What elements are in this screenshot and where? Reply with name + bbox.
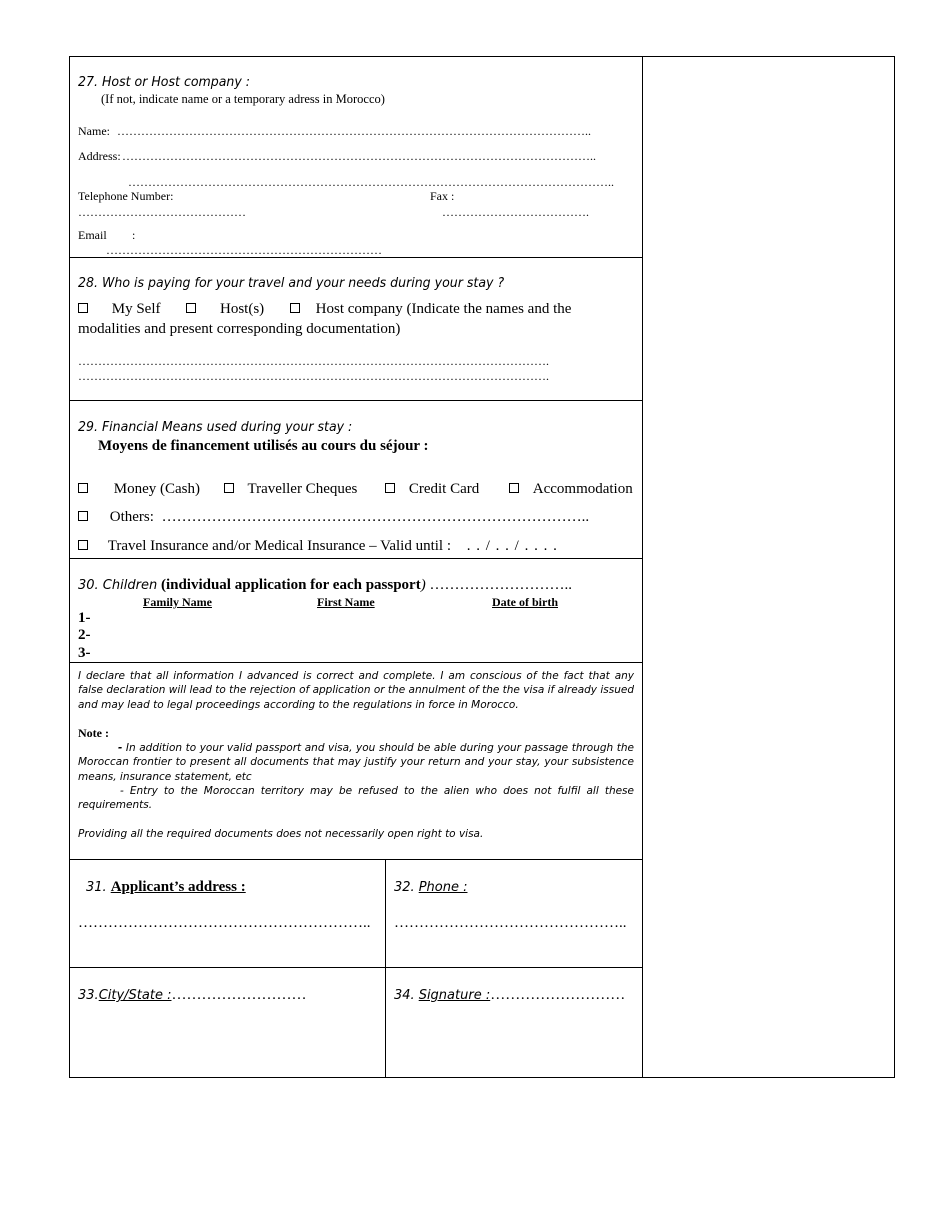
divider-29-30 bbox=[69, 558, 643, 559]
cash-checkbox[interactable] bbox=[78, 483, 88, 493]
note-label: Note : bbox=[78, 726, 109, 740]
signature-title bbox=[394, 986, 625, 1004]
host-phone-label: Telephone Number: bbox=[78, 189, 174, 203]
payer-options-row bbox=[78, 301, 571, 318]
col-first-name: First Name bbox=[317, 595, 375, 609]
children-title-paren-close: ) bbox=[420, 577, 426, 593]
children-title-paren-open: ( bbox=[157, 577, 166, 593]
payer-details-field-2[interactable]: ………………………………………………………………………………………………………. bbox=[78, 369, 549, 383]
hosts-checkbox[interactable] bbox=[186, 303, 196, 313]
signature-label: Signature : bbox=[418, 988, 491, 1003]
city-title bbox=[78, 986, 306, 1004]
child-row-3[interactable]: 3- bbox=[78, 645, 91, 661]
host-fax-field[interactable]: ………………………………. bbox=[442, 205, 589, 219]
host-title: 27. Host or Host company : bbox=[78, 74, 251, 90]
payer-title: 28. Who is paying for your travel and your needs during your stay ? bbox=[78, 275, 505, 291]
financial-subtitle-fr: Moyens de financement utilisés au cours du séjour : bbox=[98, 438, 429, 454]
host-email-colon: : bbox=[132, 228, 136, 242]
hosts-label: Host(s) bbox=[220, 301, 265, 317]
city-num: 33. bbox=[78, 988, 99, 1003]
divider-31-33 bbox=[69, 967, 643, 968]
myself-checkbox[interactable] bbox=[78, 303, 88, 313]
divider-30-decl bbox=[69, 662, 643, 663]
host-address-label: Address: bbox=[78, 149, 121, 163]
city-label: City/State : bbox=[98, 988, 172, 1003]
host-fax-label: Fax : bbox=[430, 189, 455, 203]
applicant-address-field[interactable]: ………………………………………………….. bbox=[78, 915, 371, 931]
children-title-note: individual application for each passport bbox=[165, 577, 421, 593]
insurance-checkbox[interactable] bbox=[78, 540, 88, 550]
children-title-num: 30. Children bbox=[78, 578, 158, 593]
host-company-checkbox[interactable] bbox=[290, 303, 300, 313]
others-row bbox=[78, 509, 589, 526]
accommodation-checkbox[interactable] bbox=[509, 483, 519, 493]
insurance-label: Travel Insurance and/or Medical Insurance – Valid until : bbox=[107, 538, 451, 554]
note-item-2: - Entry to the Moroccan territory may be refused to the alien who does not fulfil all these requirements. bbox=[78, 785, 634, 812]
others-field[interactable]: ………………………………………………………………………….. bbox=[161, 509, 590, 525]
address-title bbox=[86, 878, 246, 896]
myself-label: My Self bbox=[111, 301, 161, 317]
host-name-field[interactable]: ……………………………………………………………………………………………………….. bbox=[117, 124, 591, 138]
others-checkbox[interactable] bbox=[78, 511, 88, 521]
financial-options-row bbox=[78, 481, 633, 498]
host-email-label: Email bbox=[78, 228, 107, 242]
host-address-field[interactable]: ……………………………………………………………………………………………………….. bbox=[122, 149, 596, 163]
child-row-2[interactable]: 2- bbox=[78, 627, 91, 643]
cheques-label: Traveller Cheques bbox=[247, 481, 358, 497]
payer-line2: modalities and present corresponding documentation) bbox=[78, 321, 401, 337]
host-name-label: Name: bbox=[78, 124, 110, 138]
insurance-date-field[interactable]: . . / . . / . . . . bbox=[466, 538, 558, 554]
others-label: Others: bbox=[109, 509, 154, 525]
signature-num: 34. bbox=[394, 988, 415, 1003]
signature-field[interactable]: ……………………… bbox=[490, 987, 626, 1003]
host-email-field[interactable]: …………………………………………………………… bbox=[106, 243, 382, 257]
host-address-field-2[interactable]: ………………………………………………………………………………………………………….. bbox=[128, 175, 614, 189]
payer-details-field-1[interactable]: ………………………………………………………………………………………………………. bbox=[78, 354, 549, 368]
insurance-row bbox=[78, 538, 558, 555]
divider-31-32 bbox=[385, 859, 386, 1078]
children-title-dots: ……………………….. bbox=[425, 577, 572, 593]
credit-card-checkbox[interactable] bbox=[385, 483, 395, 493]
host-company-label: Host company (Indicate the names and the bbox=[315, 301, 572, 317]
host-phone-field[interactable]: …………………………………… bbox=[78, 205, 246, 219]
right-column-divider bbox=[642, 56, 643, 1078]
note-item-1-dash: - bbox=[118, 742, 123, 754]
address-label: Applicant’s address : bbox=[110, 879, 246, 895]
financial-title: 29. Financial Means used during your stay : bbox=[78, 419, 353, 435]
cheques-checkbox[interactable] bbox=[224, 483, 234, 493]
col-family-name: Family Name bbox=[143, 595, 212, 609]
phone-label: Phone : bbox=[418, 880, 468, 895]
applicant-phone-field[interactable]: ……………………………………….. bbox=[394, 915, 627, 931]
children-title bbox=[78, 576, 572, 594]
city-field[interactable]: ……………………… bbox=[171, 987, 307, 1003]
phone-num: 32. bbox=[394, 880, 415, 895]
note-item-1-text: In addition to your valid passport and visa, you should be able during your passage through the Moroccan frontier to present all documents that may justify your return and your stay, your subsistence means, insurance statement, etc bbox=[78, 742, 634, 783]
divider-28-29 bbox=[69, 400, 643, 401]
declaration-text: I declare that all information I advanced is correct and complete. I am conscious of the fact that any false declaration will lead to the rejection of application or the annulment of the the visa if already issued and may lead to legal proceedings according to the regulations in force in Morocco. bbox=[78, 670, 634, 711]
address-num: 31. bbox=[86, 880, 107, 895]
note-item-1 bbox=[78, 741, 634, 784]
credit-card-label: Credit Card bbox=[408, 481, 480, 497]
host-subtitle: (If not, indicate name or a temporary adress in Morocco) bbox=[101, 92, 385, 106]
accommodation-label: Accommodation bbox=[532, 481, 633, 497]
child-row-1[interactable]: 1- bbox=[78, 610, 91, 626]
col-date-of-birth: Date of birth bbox=[492, 595, 558, 609]
cash-label: Money (Cash) bbox=[113, 481, 200, 497]
declaration-final: Providing all the required documents does not necessarily open right to visa. bbox=[78, 828, 484, 840]
divider-decl-31 bbox=[69, 859, 643, 860]
phone-title bbox=[394, 878, 467, 896]
